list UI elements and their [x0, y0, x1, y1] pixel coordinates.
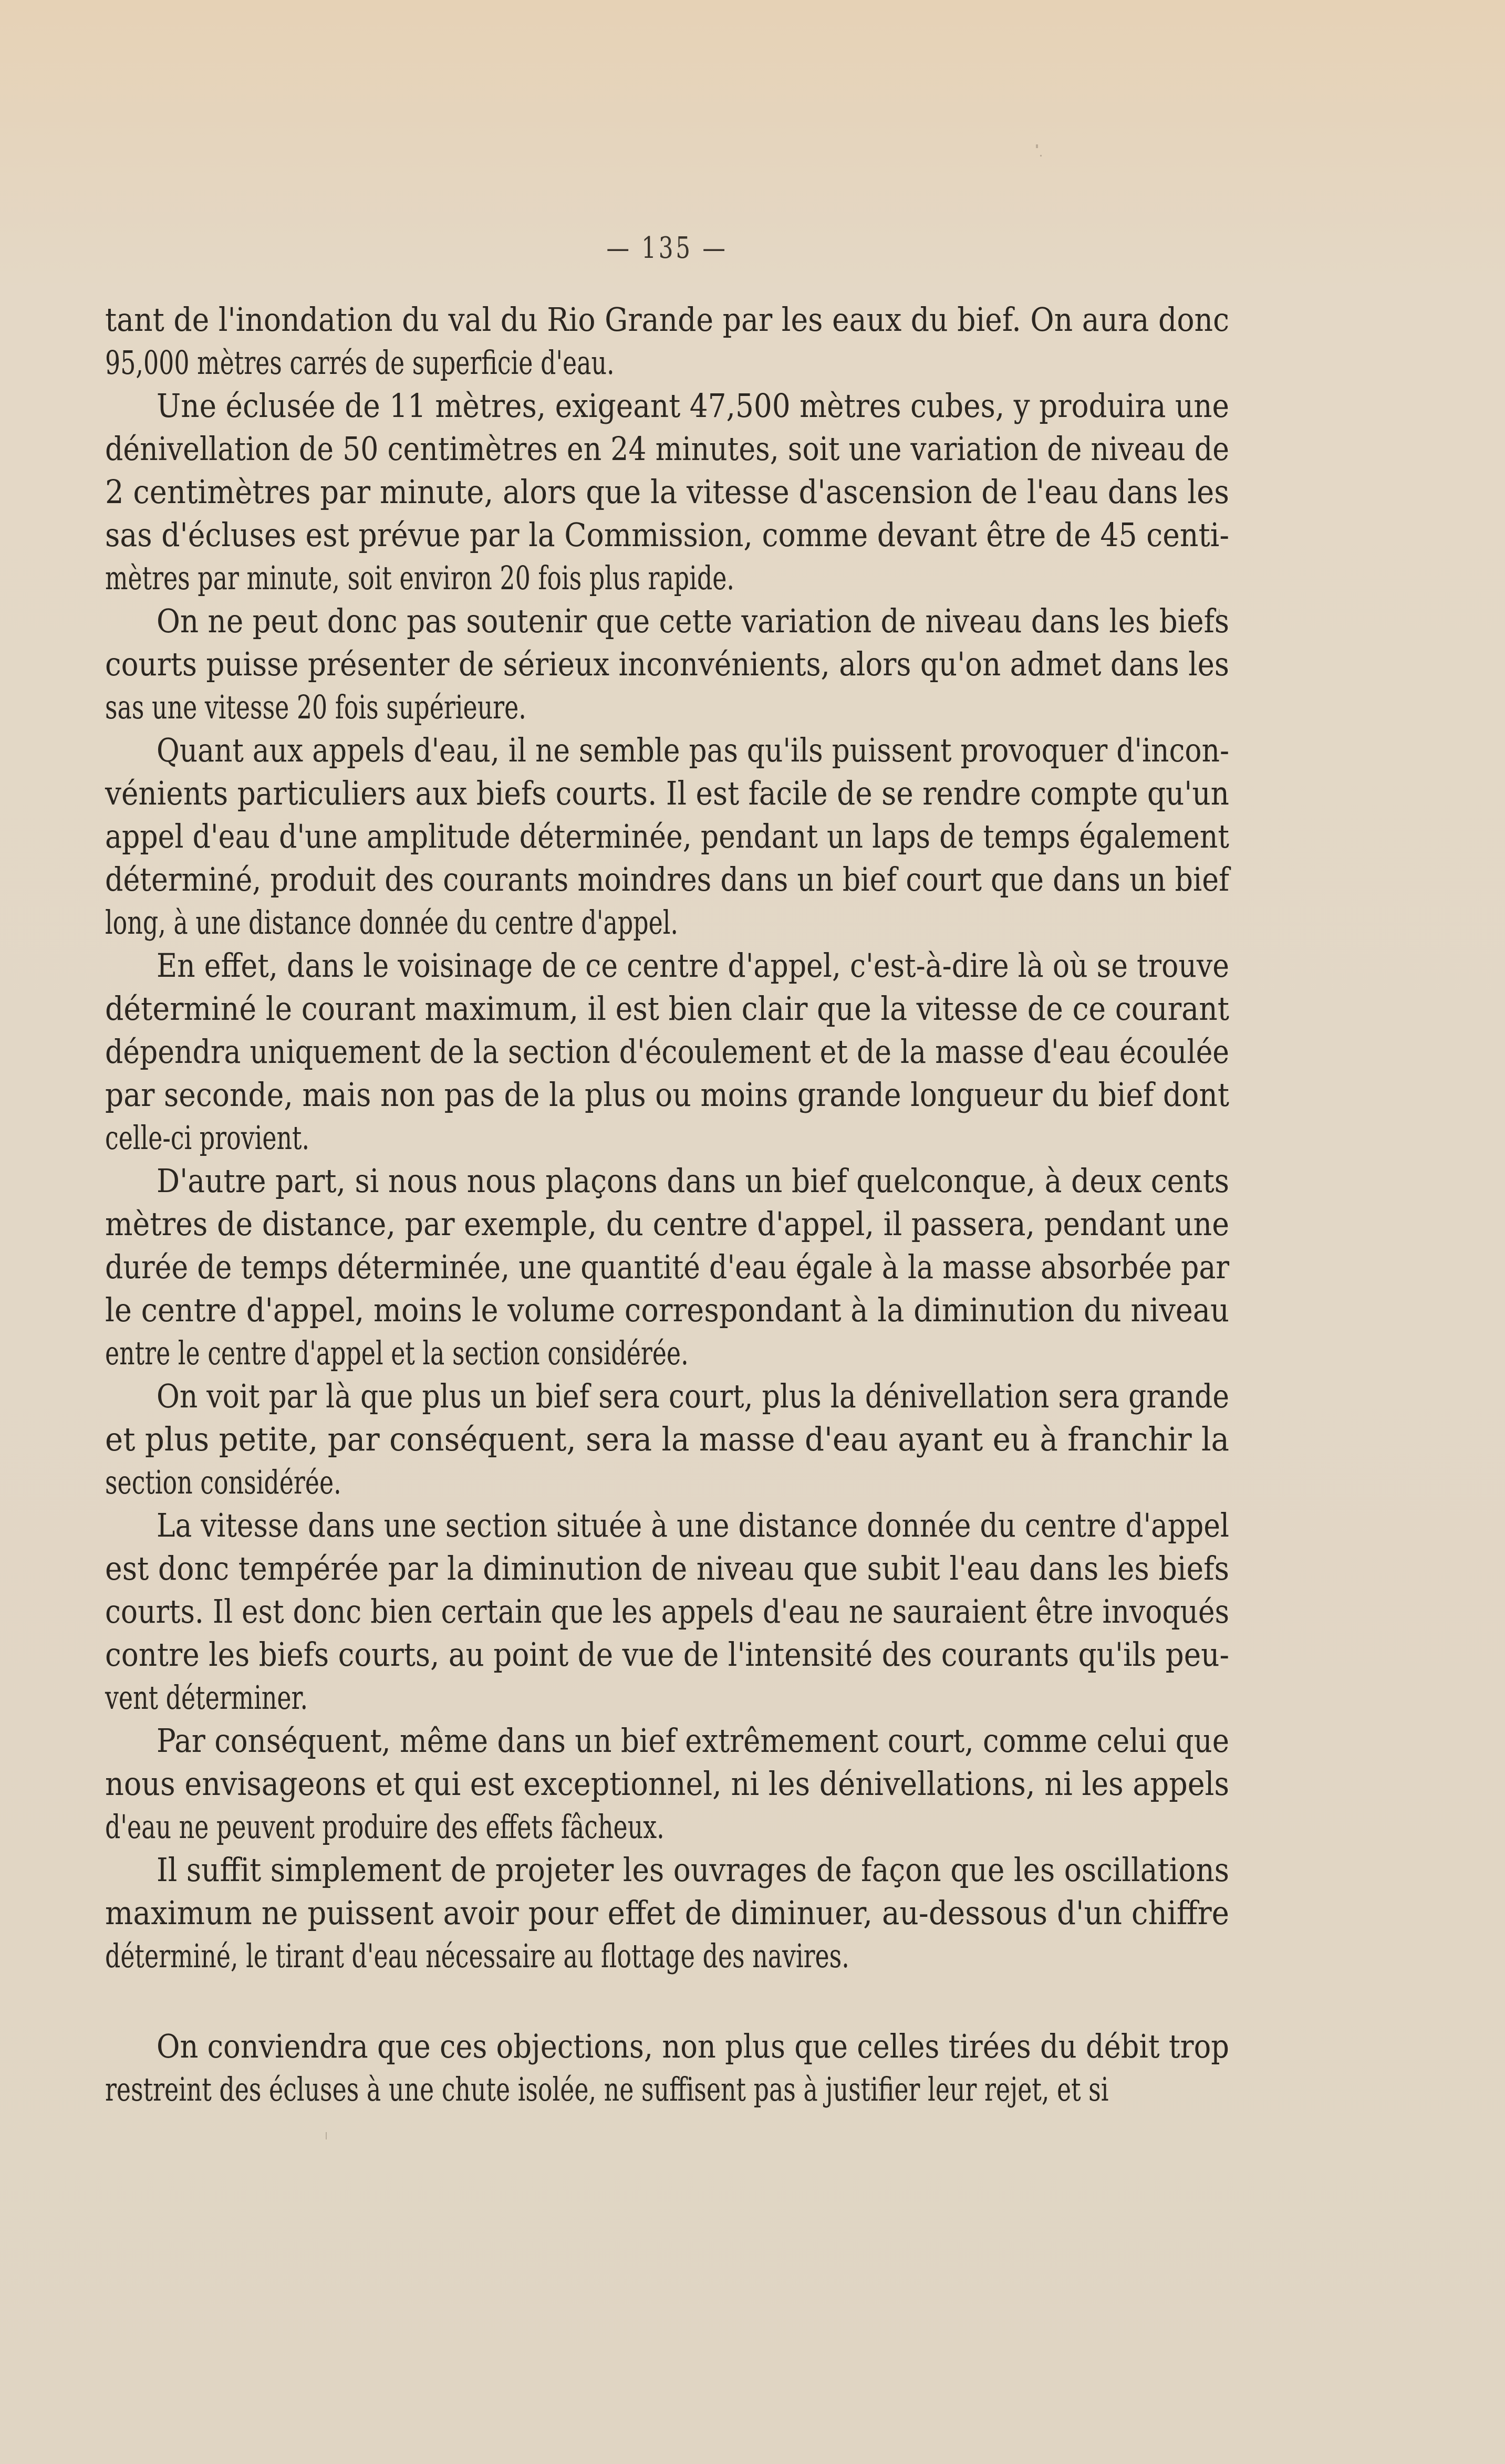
- text-line: mètres par minute, soit environ 20 fois plus rapide.: [105, 559, 734, 597]
- page-number: — 135 —: [606, 231, 728, 265]
- text-line: nous envisageons et qui est exceptionnel, ni les dénivellations, ni les appels: [105, 1765, 1229, 1803]
- paragraph: [105, 1719, 1229, 1849]
- text-line: On voit par là que plus un bief sera court, plus la dénivellation sera grande: [157, 1377, 1229, 1415]
- text-line: déterminé le courant maximum, il est bien clair que la vitesse de ce courant: [105, 989, 1229, 1028]
- scan-speck: [1036, 144, 1038, 148]
- text-line: tant de l'inondation du val du Rio Grande par les eaux du bief. On aura donc: [105, 300, 1229, 339]
- text-line: courts. Il est donc bien certain que les appels d'eau ne sauraient être invoqués: [105, 1592, 1229, 1631]
- scan-speck: [1219, 609, 1220, 620]
- text-line: 95,000 mètres carrés de superficie d'eau.: [105, 343, 615, 382]
- text-line: dénivellation de 50 centimètres en 24 minutes, soit une variation de niveau de: [105, 430, 1229, 468]
- paragraph: [105, 2025, 1229, 2111]
- text-line: La vitesse dans une section située à une distance donnée du centre d'appel: [157, 1506, 1229, 1544]
- text-line: et plus petite, par conséquent, sera la masse d'eau ayant eu à franchir la: [105, 1420, 1229, 1458]
- text-line: d'eau ne peuvent produire des effets fâcheux.: [105, 1808, 665, 1846]
- paragraph: [105, 1849, 1229, 1978]
- text-line: est donc tempérée par la diminution de niveau que subit l'eau dans les biefs: [105, 1549, 1229, 1588]
- text-line: courts puisse présenter de sérieux inconvénients, alors qu'on admet dans les: [105, 645, 1229, 683]
- text-line: sas d'écluses est prévue par la Commission, comme devant être de 45 centi-: [105, 516, 1229, 554]
- text-line: celle-ci provient.: [105, 1119, 310, 1157]
- paragraph: [105, 1504, 1229, 1719]
- text-line: contre les biefs courts, au point de vue de l'intensité des courants qu'ils peu-: [105, 1635, 1229, 1674]
- scan-speck: [1040, 155, 1042, 156]
- text-line: En effet, dans le voisinage de ce centre d'appel, c'est-à-dire là où se trouve: [157, 946, 1229, 985]
- text-line: long, à une distance donnée du centre d'appel.: [105, 903, 678, 942]
- text-line: entre le centre d'appel et la section considérée.: [105, 1334, 689, 1372]
- text-line: On ne peut donc pas soutenir que cette variation de niveau dans les biefs: [157, 602, 1229, 640]
- text-line: déterminé, le tirant d'eau nécessaire au flottage des navires.: [105, 1937, 849, 1975]
- text-line: mètres de distance, par exemple, du centre d'appel, il passera, pendant une: [105, 1205, 1229, 1243]
- text-line: section considérée.: [105, 1463, 341, 1501]
- paragraph: [105, 600, 1229, 729]
- text-line: Par conséquent, même dans un bief extrêmement court, comme celui que: [157, 1721, 1229, 1760]
- paragraph: [105, 729, 1229, 944]
- text-line: le centre d'appel, moins le volume correspondant à la diminution du niveau: [105, 1291, 1229, 1329]
- text-line: maximum ne puissent avoir pour effet de diminuer, au-dessous d'un chiffre: [105, 1894, 1229, 1932]
- text-line: dépendra uniquement de la section d'écoulement et de la masse d'eau écoulée: [105, 1032, 1229, 1071]
- paragraph: [105, 384, 1229, 600]
- text-line: durée de temps déterminée, une quantité d'eau égale à la masse absorbée par: [105, 1248, 1229, 1286]
- text-line: vent déterminer.: [105, 1678, 308, 1717]
- text-line: par seconde, mais non pas de la plus ou moins grande longueur du bief dont: [105, 1076, 1229, 1114]
- document-page: [105, 0, 1229, 2464]
- paragraph: [105, 1160, 1229, 1375]
- text-line: déterminé, produit des courants moindres dans un bief court que dans un bief: [105, 860, 1229, 899]
- paragraph: [105, 298, 1229, 384]
- text-line: 2 centimètres par minute, alors que la vitesse d'ascension de l'eau dans les: [105, 473, 1229, 511]
- text-line: restreint des écluses à une chute isolée, ne suffisent pas à justifier leur rejet, et si: [105, 2070, 1109, 2108]
- text-line: On conviendra que ces objections, non plus que celles tirées du débit trop: [157, 2027, 1229, 2065]
- text-line: appel d'eau d'une amplitude déterminée, pendant un laps de temps également: [105, 817, 1229, 855]
- text-line: Il suffit simplement de projeter les ouvrages de façon que les oscillations: [157, 1851, 1229, 1889]
- text-line: Quant aux appels d'eau, il ne semble pas qu'ils puissent provoquer d'incon-: [157, 731, 1229, 769]
- scan-speck: [326, 2132, 327, 2139]
- text-line: Une éclusée de 11 mètres, exigeant 47,500 mètres cubes, y produira une: [157, 387, 1229, 425]
- paragraph: [105, 944, 1229, 1160]
- text-line: vénients particuliers aux biefs courts. Il est facile de se rendre compte qu'un: [105, 774, 1229, 812]
- text-line: sas une vitesse 20 fois supérieure.: [105, 688, 526, 726]
- body-text: [105, 298, 1229, 2111]
- text-line: D'autre part, si nous nous plaçons dans un bief quelconque, à deux cents: [157, 1162, 1229, 1200]
- paragraph: [105, 1375, 1229, 1504]
